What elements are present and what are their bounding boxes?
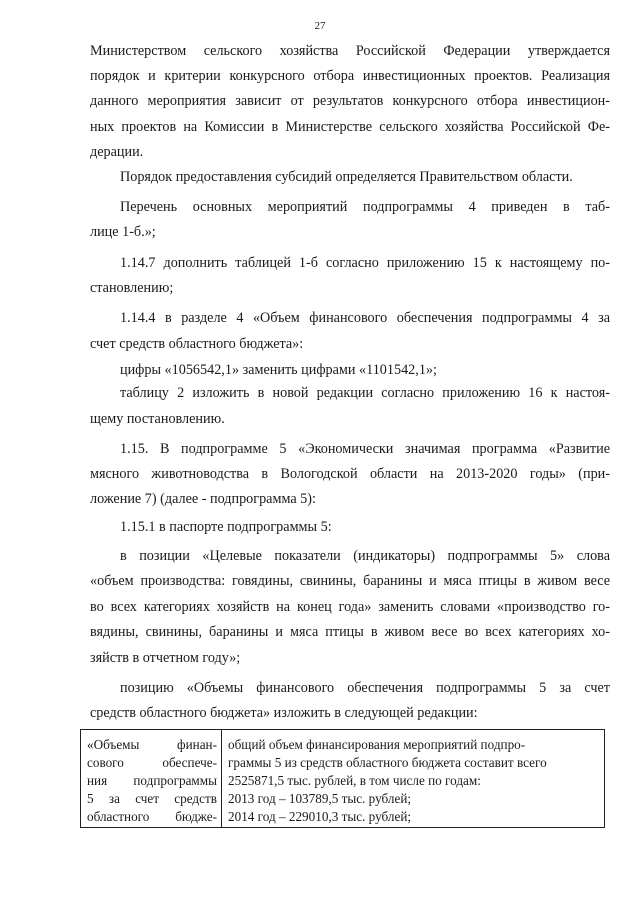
text-line: щему постановлению. — [90, 411, 225, 427]
table-cell-content — [228, 736, 598, 826]
text-line: дерации. — [90, 144, 144, 160]
text-line: «объем производства: говядины, свинины, баранины и мяса птицы в живом весе — [90, 573, 610, 589]
text-line: во всех категориях хозяйств на конец года» заменить словами «производство го- — [90, 599, 610, 615]
table-column-divider — [221, 730, 222, 827]
text-line: 1.15. В подпрограмме 5 «Экономически значимая программа «Развитие — [120, 441, 610, 457]
text-line: зяйств в отчетном году»; — [90, 650, 241, 666]
page-number: 27 — [314, 20, 326, 32]
text-line: 1.14.7 дополнить таблицей 1-б согласно приложению 15 к настоящему по- — [120, 255, 610, 271]
text-line: 1.14.4 в разделе 4 «Объем финансового обеспечения подпрограммы 4 за — [120, 310, 610, 326]
text-line: цифры «1056542,1» заменить цифрами «1101542,1»; — [120, 362, 437, 378]
text-line: мясного животноводства в Вологодской области на 2013-2020 годы» (при- — [90, 466, 610, 482]
funding-table — [80, 729, 605, 828]
text-line: Порядок предоставления субсидий определяется Правительством области. — [120, 169, 573, 185]
table-cell-line: граммы 5 из средств областного бюджета составит всего — [228, 755, 547, 770]
text-line: вядины, свинины, баранины и мяса птицы в живом весе во всех категориях хо- — [90, 624, 610, 640]
text-line: счет средств областного бюджета»: — [90, 336, 304, 352]
text-line: ложение 7) (далее - подпрограмма 5): — [90, 491, 316, 507]
text-line: позицию «Объемы финансового обеспечения подпрограммы 5 за счет — [120, 680, 610, 696]
text-line: Министерством сельского хозяйства Российской Федерации утверждается — [90, 43, 610, 59]
table-cell-line: 5 за счет средств — [87, 791, 217, 806]
table-cell-line: 2525871,5 тыс. рублей, в том числе по годам: — [228, 773, 481, 788]
table-cell-line: «Объемы финан- — [87, 737, 217, 752]
table-cell-line: 2013 год – 103789,5 тыс. рублей; — [228, 791, 412, 806]
text-line: лице 1-б.»; — [90, 224, 156, 240]
table-cell-line: общий объем финансирования мероприятий подпро- — [228, 737, 526, 752]
text-line: таблицу 2 изложить в новой редакции согласно приложению 16 к настоя- — [120, 385, 610, 401]
table-cell-line: ния подпрограммы — [87, 773, 217, 788]
table-cell-line: областного бюдже- — [87, 809, 217, 824]
text-line: ных проектов на Комиссии в Министерстве сельского хозяйства Российской Фе- — [90, 119, 610, 135]
table-cell-position — [87, 736, 217, 826]
text-line: в позиции «Целевые показатели (индикаторы) подпрограммы 5» слова — [120, 548, 610, 564]
table-cell-line: 2014 год – 229010,3 тыс. рублей; — [228, 809, 412, 824]
text-line: становлению; — [90, 280, 174, 296]
text-line: Перечень основных мероприятий подпрограммы 4 приведен в таб- — [120, 199, 610, 215]
text-line: 1.15.1 в паспорте подпрограммы 5: — [120, 519, 332, 535]
text-line: данного мероприятия зависит от результатов конкурсного отбора инвестицион- — [90, 93, 610, 109]
text-line: порядок и критерии конкурсного отбора инвестиционных проектов. Реализация — [90, 68, 610, 84]
table-cell-line: сового обеспече- — [87, 755, 217, 770]
text-line: средств областного бюджета» изложить в следующей редакции: — [90, 705, 478, 721]
